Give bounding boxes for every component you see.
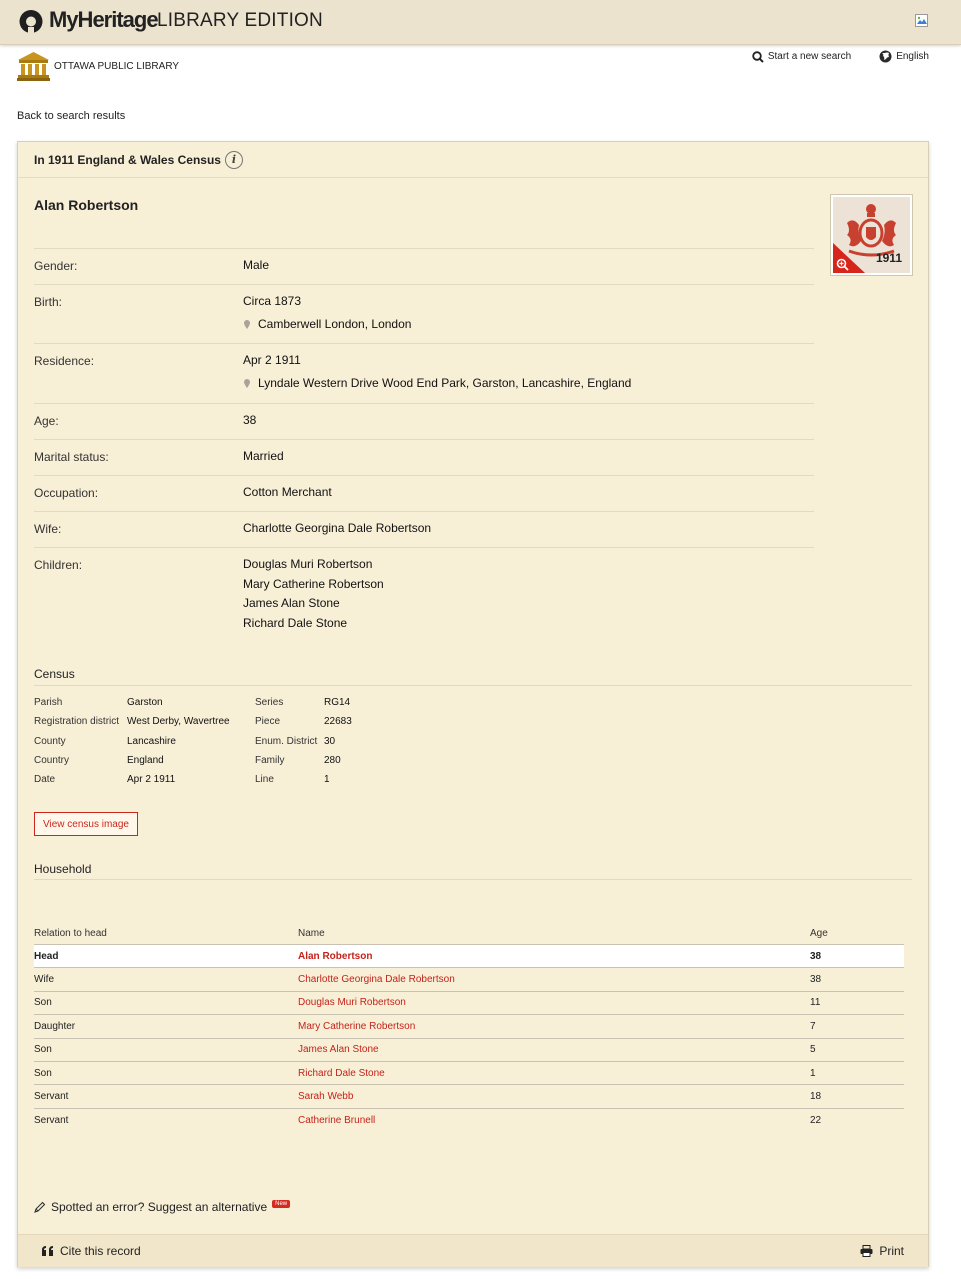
name-link[interactable]: Mary Catherine Robertson [298, 1020, 416, 1032]
residence-place-text: Lyndale Western Drive Wood End Park, Garston, Lancashire, England [258, 375, 632, 390]
table-row [34, 992, 904, 1015]
table-row [34, 1062, 904, 1085]
pencil-icon [34, 1201, 46, 1213]
fact-label: Wife: [34, 522, 62, 536]
residence-place [243, 374, 814, 394]
fact-birth [34, 284, 814, 343]
census-row [34, 712, 384, 731]
edition-label: LIBRARY EDITION [157, 10, 323, 31]
table-row [34, 968, 904, 991]
child-name: Mary Catherine Robertson [243, 576, 384, 591]
location-pin-icon [244, 320, 250, 329]
thumbnail-year: 1911 [875, 251, 902, 265]
fact-residence [34, 343, 814, 403]
name-link[interactable]: Sarah Webb [298, 1091, 354, 1103]
child-name: Douglas Muri Robertson [243, 557, 373, 571]
fact-gender [34, 248, 814, 284]
fact-label: Children: [34, 558, 83, 572]
table-row [34, 1039, 904, 1062]
fact-label: Gender: [34, 259, 78, 273]
fact-value [243, 555, 814, 633]
child-name: James Alan Stone [243, 596, 340, 610]
relation-cell: Son [34, 1067, 52, 1079]
location-pin-icon [244, 379, 250, 388]
collection-title[interactable]: In 1911 England & Wales Census [34, 152, 221, 167]
fact-value [243, 292, 814, 333]
census-value: Apr 2 1911 [127, 774, 176, 786]
census-value: England [127, 755, 164, 767]
household-table [34, 923, 904, 1132]
age-cell: 5 [810, 1044, 816, 1056]
card-footer [18, 1234, 928, 1267]
cite-label: Cite this record [60, 1244, 141, 1258]
child-name: Richard Dale Stone [243, 615, 348, 630]
column-header-name: Name [298, 928, 325, 939]
table-header-row [34, 923, 904, 945]
fact-value: Cotton Merchant [243, 485, 332, 499]
quote-icon [42, 1246, 54, 1256]
collection-header [18, 142, 928, 178]
fact-value: Married [243, 449, 284, 463]
language-selector[interactable] [879, 50, 929, 63]
table-row [34, 945, 904, 968]
fact-value: Charlotte Georgina Dale Robertson [243, 521, 432, 535]
census-label: Series [255, 697, 284, 709]
fact-label: Residence: [34, 354, 95, 368]
back-to-results-link[interactable]: Back to search results [17, 110, 126, 122]
library-building-icon [17, 51, 50, 81]
census-value: RG14 [324, 697, 351, 709]
start-new-search-link[interactable] [752, 51, 851, 63]
census-details-grid [34, 693, 384, 789]
census-section-title: Census [34, 667, 75, 681]
suggest-alternative-link[interactable] [34, 1200, 290, 1214]
age-cell: 11 [810, 997, 821, 1009]
census-divider [34, 685, 912, 686]
view-census-image-button[interactable]: View census image [34, 812, 138, 836]
fact-label: Birth: [34, 295, 63, 309]
globe-icon [879, 50, 892, 63]
name-link[interactable]: Catherine Brunell [298, 1114, 376, 1126]
relation-cell: Servant [34, 1091, 69, 1103]
printer-icon [860, 1245, 873, 1257]
census-value: Garston [127, 697, 163, 709]
print-button[interactable] [860, 1244, 904, 1258]
relation-cell: Servant [34, 1114, 69, 1126]
relation-cell: Head [34, 950, 59, 962]
table-row [34, 1109, 904, 1132]
census-label: Date [34, 774, 56, 786]
birth-date: Circa 1873 [243, 294, 302, 308]
fact-label: Marital status: [34, 450, 109, 464]
search-icon [752, 51, 764, 63]
fact-label: Occupation: [34, 486, 99, 500]
fact-label: Age: [34, 414, 59, 428]
relation-cell: Son [34, 1044, 52, 1056]
library-name: OTTAWA PUBLIC LIBRARY [54, 60, 180, 72]
residence-date: Apr 2 1911 [243, 353, 301, 367]
age-cell: 22 [810, 1114, 822, 1126]
census-value: 30 [324, 735, 336, 747]
census-value: 280 [324, 755, 341, 767]
age-cell: 18 [810, 1091, 822, 1103]
census-label: Piece [255, 716, 281, 728]
facts-list [34, 248, 814, 643]
fact-value: Male [243, 258, 270, 272]
new-badge: New [272, 1200, 290, 1208]
info-icon[interactable]: i [225, 151, 243, 169]
census-value: 1 [324, 774, 330, 786]
top-bar [0, 0, 961, 45]
broken-image-icon [915, 14, 929, 28]
fact-age [34, 403, 814, 439]
census-label: County [34, 735, 66, 747]
start-new-search-label: Start a new search [767, 51, 852, 62]
fact-wife [34, 511, 814, 547]
cite-record-button[interactable] [42, 1244, 141, 1258]
language-label: English [896, 51, 929, 62]
top-links [752, 50, 929, 63]
table-row [34, 1085, 904, 1108]
name-link[interactable]: Charlotte Georgina Dale Robertson [298, 974, 455, 986]
table-row [34, 1015, 904, 1038]
relation-cell: Son [34, 997, 52, 1009]
name-link[interactable]: Alan Robertson [298, 950, 373, 962]
name-link[interactable]: Richard Dale Stone [298, 1067, 385, 1079]
person-name: Alan Robertson [34, 197, 139, 213]
relation-cell: Daughter [34, 1020, 76, 1032]
birth-place [243, 315, 814, 335]
census-row [34, 732, 384, 751]
census-label: Line [255, 774, 274, 786]
age-cell: 38 [810, 950, 822, 962]
census-label: Enum. District [255, 735, 318, 747]
census-value: 22683 [324, 716, 352, 728]
age-cell: 1 [810, 1067, 816, 1079]
fact-occupation [34, 475, 814, 511]
census-value: Lancashire [127, 735, 176, 747]
census-label: Registration district [34, 716, 120, 728]
brand-name[interactable]: MyHeritage [49, 7, 158, 32]
fact-marital-status [34, 439, 814, 475]
census-row [34, 751, 384, 770]
suggest-label: Spotted an error? Suggest an alternative [51, 1200, 268, 1214]
name-link[interactable]: Douglas Muri Robertson [298, 997, 406, 1009]
census-value: West Derby, Wavertree [127, 716, 230, 728]
census-row [34, 693, 384, 712]
age-cell: 38 [810, 974, 822, 986]
household-divider [34, 879, 912, 880]
census-row [34, 770, 384, 789]
census-thumbnail[interactable] [830, 194, 913, 276]
birth-place-text: Camberwell London, London [258, 316, 412, 331]
library-branding [17, 50, 179, 82]
print-label: Print [879, 1244, 904, 1258]
name-link[interactable]: James Alan Stone [298, 1044, 379, 1056]
myheritage-logo-icon[interactable] [17, 9, 47, 34]
household-section-title: Household [34, 862, 92, 876]
column-header-age: Age [810, 928, 828, 939]
fact-value [243, 351, 814, 393]
census-label: Parish [34, 697, 63, 709]
column-header-relation: Relation to head [34, 928, 107, 939]
age-cell: 7 [810, 1020, 816, 1032]
relation-cell: Wife [34, 974, 54, 986]
zoom-in-icon[interactable] [836, 258, 849, 271]
census-label: Country [34, 755, 70, 767]
census-label: Family [255, 755, 285, 767]
record-card [17, 141, 929, 1267]
fact-children [34, 547, 814, 643]
fact-value: 38 [243, 413, 257, 427]
